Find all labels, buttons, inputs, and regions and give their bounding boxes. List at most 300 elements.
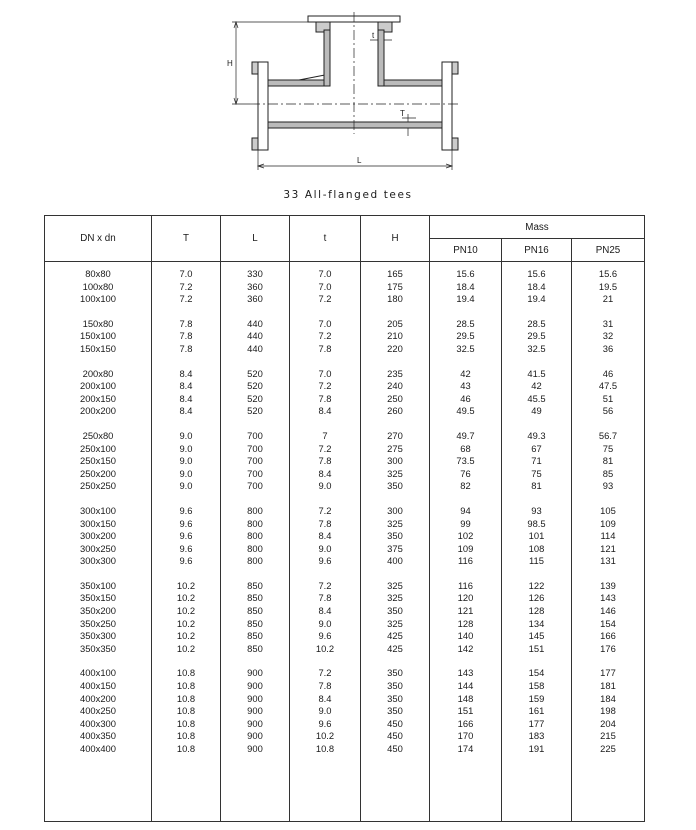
group-gap: [152, 306, 220, 318]
table-cell: 520: [247, 367, 263, 379]
table-cell: 150x150: [80, 342, 116, 354]
header-pn25: PN25: [572, 239, 645, 262]
table-cell: 204: [600, 717, 616, 729]
group-gap: [152, 493, 220, 505]
table-cell: 235: [387, 367, 403, 379]
table-cell: 350: [387, 530, 403, 542]
table-cell: 300: [387, 455, 403, 467]
table-cell: 350x300: [80, 630, 116, 642]
table-cell: 450: [387, 717, 403, 729]
table-cell: 9.6: [179, 555, 193, 567]
table-cell: 36: [602, 342, 614, 354]
table-cell: 100x100: [80, 293, 116, 305]
table-cell: 116: [458, 555, 473, 567]
table-cell: 81: [531, 480, 542, 492]
table-cell: 7.0: [318, 317, 332, 329]
group-gap: [45, 655, 151, 667]
group-gap: [221, 655, 289, 667]
dim-L-label: L: [357, 156, 362, 165]
table-cell: 8.4: [179, 380, 193, 392]
table-cell: 122: [528, 579, 545, 591]
table-cell: 850: [247, 617, 263, 629]
dimensions-table: [44, 215, 645, 822]
table-cell: 10.8: [176, 743, 196, 754]
table-cell: 49: [531, 405, 542, 417]
table-cell: 520: [247, 405, 263, 417]
table-cell: 93: [531, 504, 542, 516]
table-cell: 7.8: [318, 342, 332, 354]
table-cell: 82: [460, 480, 471, 492]
table-cell: 850: [247, 579, 263, 591]
table-cell: 176: [600, 642, 616, 654]
group-gap: [152, 356, 220, 368]
group-gap: [45, 418, 151, 430]
table-cell: 800: [247, 555, 263, 567]
table-cell: 15.6: [598, 268, 618, 279]
table-cell: 200x80: [82, 367, 114, 379]
table-cell: 9.6: [318, 555, 332, 567]
header-L: L: [221, 216, 290, 262]
table-cell: 76: [460, 467, 471, 479]
table-cell: 300x200: [80, 530, 116, 542]
table-cell: 350x350: [80, 642, 116, 654]
column-L: [221, 262, 290, 822]
table-cell: 18.4: [527, 280, 546, 292]
table-cell: 7.2: [318, 380, 332, 392]
table-cell: 8.4: [318, 467, 332, 479]
right-flange: [442, 62, 452, 150]
table-cell: 142: [457, 642, 474, 654]
table-cell: 9.0: [318, 705, 332, 717]
group-gap: [430, 306, 501, 318]
table-cell: 260: [387, 405, 403, 417]
table-cell: 21: [602, 293, 614, 305]
table-cell: 900: [247, 730, 263, 742]
table-cell: 10.8: [176, 667, 196, 679]
group-gap: [221, 418, 289, 430]
group-gap: [430, 568, 501, 580]
table-cell: 350x200: [80, 605, 116, 617]
table-cell: 7: [322, 429, 328, 441]
table-cell: 154: [528, 667, 545, 679]
table-cell: 400x300: [80, 717, 116, 729]
table-cell: 7.0: [318, 280, 332, 292]
table-cell: 400: [387, 555, 403, 567]
table-cell: 10.2: [176, 605, 196, 617]
group-gap: [361, 568, 429, 580]
group-gap: [430, 493, 501, 505]
table-cell: 900: [247, 680, 263, 692]
table-cell: 28.5: [527, 317, 546, 329]
table-cell: 161: [528, 705, 545, 717]
group-gap: [290, 493, 360, 505]
table-cell: 31: [602, 317, 614, 329]
table-cell: 115: [529, 555, 544, 567]
group-gap: [45, 356, 151, 368]
table-cell: 146: [600, 605, 616, 617]
table-cell: 7.8: [318, 680, 332, 692]
table-cell: 19.4: [456, 293, 475, 305]
table-cell: 29.5: [456, 330, 475, 342]
group-gap: [361, 356, 429, 368]
table-cell: 900: [247, 667, 263, 679]
table-cell: 700: [247, 455, 263, 467]
table-body-row: [45, 262, 645, 822]
table-cell: 10.2: [315, 730, 335, 742]
table-cell: 7.8: [318, 392, 332, 404]
table-cell: 81: [602, 455, 614, 467]
dim-L-line: [258, 150, 452, 170]
header-pn10: PN10: [430, 239, 502, 262]
table-cell: 100x80: [82, 280, 114, 292]
table-cell: 184: [600, 692, 616, 704]
header-dn: DN x dn: [45, 216, 152, 262]
table-cell: 41.5: [527, 367, 546, 379]
table-cell: 7.2: [318, 667, 332, 679]
table-cell: 360: [247, 280, 263, 292]
table-cell: 174: [457, 743, 474, 754]
column-T: [152, 262, 221, 822]
table-cell: 325: [387, 579, 403, 591]
table-cell: 9.0: [318, 617, 332, 629]
group-gap: [290, 306, 360, 318]
table-cell: 425: [387, 642, 403, 654]
table-cell: 8.4: [179, 367, 193, 379]
table-cell: 99: [460, 517, 471, 529]
table-cell: 7.8: [179, 330, 193, 342]
tee-drawing: [220, 10, 480, 180]
table-cell: 7.8: [179, 317, 193, 329]
table-cell: 520: [247, 392, 263, 404]
table-cell: 68: [460, 442, 471, 454]
group-gap: [361, 306, 429, 318]
table-cell: 121: [600, 542, 616, 554]
table-cell: 800: [247, 504, 263, 516]
table-cell: 42: [460, 367, 471, 379]
table-cell: 900: [247, 692, 263, 704]
table-cell: 250x80: [82, 429, 114, 441]
header-H: H: [361, 216, 430, 262]
group-gap: [572, 655, 644, 667]
table-cell: 183: [528, 730, 545, 742]
table-cell: 15.6: [456, 268, 475, 279]
table-cell: 102: [457, 530, 474, 542]
table-cell: 300x150: [80, 517, 116, 529]
table-cell: 7.2: [318, 579, 332, 591]
table-cell: 191: [528, 743, 545, 754]
table-cell: 19.4: [527, 293, 546, 305]
group-gap: [221, 568, 289, 580]
table-cell: 28.5: [456, 317, 475, 329]
table-cell: 98.5: [527, 517, 546, 529]
group-gap: [290, 568, 360, 580]
column-dn: [45, 262, 152, 822]
group-gap: [502, 493, 571, 505]
table-cell: 225: [600, 743, 616, 754]
table-cell: 350: [387, 705, 403, 717]
table-cell: 9.0: [318, 480, 332, 492]
table-cell: 7.0: [179, 268, 193, 279]
table-cell: 400x350: [80, 730, 116, 742]
table-cell: 450: [387, 730, 403, 742]
table-cell: 7.8: [318, 592, 332, 604]
table-cell: 8.4: [318, 405, 332, 417]
table-cell: 440: [247, 330, 263, 342]
left-flange: [258, 62, 268, 150]
table-cell: 7.2: [318, 330, 332, 342]
table-cell: 350: [387, 605, 403, 617]
group-gap: [572, 568, 644, 580]
table-cell: 148: [457, 692, 474, 704]
table-cell: 300x250: [80, 542, 116, 554]
table-cell: 139: [600, 579, 616, 591]
table-cell: 7.2: [318, 293, 332, 305]
table-cell: 67: [531, 442, 542, 454]
table-cell: 850: [247, 592, 263, 604]
dim-T-label: T: [400, 109, 405, 118]
table-cell: 43: [460, 380, 471, 392]
group-gap: [361, 418, 429, 430]
table-cell: 85: [602, 467, 614, 479]
table-cell: 325: [387, 517, 403, 529]
table-cell: 800: [247, 542, 263, 554]
table-cell: 200x150: [80, 392, 116, 404]
table-cell: 105: [600, 504, 616, 516]
table-cell: 9.6: [179, 530, 193, 542]
table-cell: 9.0: [179, 442, 193, 454]
table-cell: 9.0: [179, 480, 193, 492]
table-cell: 450: [387, 743, 403, 754]
table-cell: 440: [247, 342, 263, 354]
table-cell: 240: [387, 380, 403, 392]
table-cell: 700: [247, 480, 263, 492]
header-mass: Mass: [430, 216, 645, 239]
dim-H-line: [232, 22, 308, 104]
table-cell: 350: [387, 680, 403, 692]
table-cell: 116: [458, 579, 473, 591]
table-cell: 150x80: [82, 317, 114, 329]
table-cell: 19.5: [598, 280, 618, 292]
table-cell: 126: [528, 592, 545, 604]
table-cell: 134: [528, 617, 545, 629]
table-cell: 121: [457, 605, 474, 617]
table-cell: 73.5: [456, 455, 475, 467]
table-cell: 32.5: [456, 342, 475, 354]
table-cell: 166: [600, 630, 616, 642]
table-cell: 151: [528, 642, 545, 654]
header-pn16: PN16: [502, 239, 572, 262]
table-cell: 250x150: [80, 455, 116, 467]
table-cell: 800: [247, 517, 263, 529]
group-gap: [290, 655, 360, 667]
table-cell: 900: [247, 717, 263, 729]
table-cell: 700: [247, 442, 263, 454]
table-cell: 56.7: [598, 429, 618, 441]
table-cell: 180: [387, 293, 403, 305]
table-cell: 8.4: [179, 392, 193, 404]
table-cell: 7.8: [318, 517, 332, 529]
table-cell: 46: [460, 392, 471, 404]
table-cell: 170: [457, 730, 474, 742]
group-gap: [152, 418, 220, 430]
table-cell: 166: [457, 717, 474, 729]
column-pn25: [572, 262, 645, 822]
column-t: [290, 262, 361, 822]
table-cell: 109: [457, 542, 474, 554]
group-gap: [290, 418, 360, 430]
table-cell: 175: [387, 280, 403, 292]
group-gap: [45, 568, 151, 580]
table-cell: 93: [602, 480, 614, 492]
table-cell: 128: [528, 605, 545, 617]
table-cell: 109: [600, 517, 616, 529]
table-cell: 49.3: [527, 429, 546, 441]
table-cell: 300x100: [80, 504, 116, 516]
table-cell: 700: [247, 429, 263, 441]
table-cell: 144: [457, 680, 474, 692]
table-cell: 18.4: [456, 280, 475, 292]
table-cell: 49.7: [456, 429, 475, 441]
table-cell: 7.0: [318, 268, 332, 279]
group-gap: [152, 655, 220, 667]
table-cell: 108: [528, 542, 545, 554]
table-cell: 7.2: [318, 504, 332, 516]
table-cell: 80x80: [85, 268, 111, 279]
table-cell: 350: [387, 692, 403, 704]
table-cell: 10.8: [176, 680, 196, 692]
column-H: [361, 262, 430, 822]
group-gap: [502, 306, 571, 318]
dim-H-label: H: [227, 59, 233, 68]
table-cell: 10.2: [315, 642, 335, 654]
table-cell: 150x100: [80, 330, 116, 342]
table-cell: 400x400: [80, 743, 116, 754]
table-cell: 10.8: [176, 692, 196, 704]
table-cell: 205: [387, 317, 403, 329]
table-cell: 850: [247, 605, 263, 617]
table-cell: 8.4: [179, 405, 193, 417]
table-cell: 300x300: [80, 555, 116, 567]
table-cell: 520: [247, 380, 263, 392]
table-cell: 140: [457, 630, 474, 642]
table-cell: 250: [387, 392, 403, 404]
table-cell: 9.0: [318, 542, 332, 554]
table-cell: 9.6: [179, 517, 193, 529]
table-cell: 32: [602, 330, 614, 342]
table-cell: 425: [387, 630, 403, 642]
table-cell: 9.0: [179, 455, 193, 467]
column-pn10: [430, 262, 502, 822]
table-cell: 250x100: [80, 442, 116, 454]
table-cell: 10.2: [176, 579, 196, 591]
group-gap: [572, 306, 644, 318]
header-T: T: [152, 216, 221, 262]
table-cell: 200x100: [80, 380, 116, 392]
table-cell: 10.8: [315, 743, 335, 754]
table-cell: 56: [602, 405, 614, 417]
table-cell: 94: [460, 504, 471, 516]
table-cell: 250x200: [80, 467, 116, 479]
table-cell: 9.0: [179, 429, 193, 441]
table-cell: 200x200: [80, 405, 116, 417]
group-gap: [572, 356, 644, 368]
table-cell: 8.4: [318, 530, 332, 542]
table-cell: 9.6: [179, 542, 193, 554]
table-cell: 10.2: [176, 592, 196, 604]
table-cell: 181: [600, 680, 616, 692]
table-cell: 42: [531, 380, 542, 392]
table-cell: 9.6: [318, 717, 332, 729]
group-gap: [221, 356, 289, 368]
table-cell: 350: [387, 480, 403, 492]
table-cell: 177: [528, 717, 545, 729]
table-cell: 800: [247, 530, 263, 542]
table-cell: 128: [457, 617, 474, 629]
table-cell: 101: [528, 530, 545, 542]
table-cell: 158: [528, 680, 545, 692]
table-cell: 47.5: [598, 380, 618, 392]
table-cell: 49.5: [456, 405, 475, 417]
table-cell: 198: [600, 705, 616, 717]
table-cell: 7.8: [318, 455, 332, 467]
table-cell: 32.5: [527, 342, 546, 354]
table-cell: 700: [247, 467, 263, 479]
table-cell: 350: [387, 667, 403, 679]
table-cell: 900: [247, 705, 263, 717]
table-cell: 29.5: [527, 330, 546, 342]
table-cell: 275: [387, 442, 403, 454]
group-gap: [430, 655, 501, 667]
table-cell: 300: [387, 504, 403, 516]
table-cell: 8.4: [318, 605, 332, 617]
table-cell: 8.4: [318, 692, 332, 704]
table-cell: 325: [387, 467, 403, 479]
table-cell: 10.2: [176, 630, 196, 642]
group-gap: [502, 655, 571, 667]
group-gap: [502, 418, 571, 430]
table-cell: 131: [600, 555, 616, 567]
table-cell: 177: [600, 667, 616, 679]
table-cell: 45.5: [527, 392, 546, 404]
table-cell: 220: [387, 342, 403, 354]
table-cell: 151: [457, 705, 474, 717]
table-cell: 154: [600, 617, 616, 629]
table-cell: 330: [247, 268, 263, 279]
table-cell: 210: [387, 330, 403, 342]
table-cell: 7.2: [318, 442, 332, 454]
table-cell: 75: [602, 442, 614, 454]
group-gap: [221, 493, 289, 505]
table-cell: 350x150: [80, 592, 116, 604]
group-gap: [290, 356, 360, 368]
group-gap: [572, 493, 644, 505]
table-cell: 7.0: [318, 367, 332, 379]
group-gap: [502, 568, 571, 580]
table-cell: 10.2: [176, 642, 196, 654]
table-cell: 9.6: [318, 630, 332, 642]
table-cell: 114: [600, 530, 616, 542]
table-cell: 400x200: [80, 692, 116, 704]
table-cell: 10.8: [176, 705, 196, 717]
table-cell: 850: [247, 642, 263, 654]
group-gap: [45, 493, 151, 505]
table-cell: 7.2: [179, 280, 193, 292]
group-gap: [221, 306, 289, 318]
column-pn16: [502, 262, 572, 822]
table-cell: 375: [387, 542, 403, 554]
table-cell: 350x250: [80, 617, 116, 629]
table-cell: 165: [387, 268, 403, 279]
